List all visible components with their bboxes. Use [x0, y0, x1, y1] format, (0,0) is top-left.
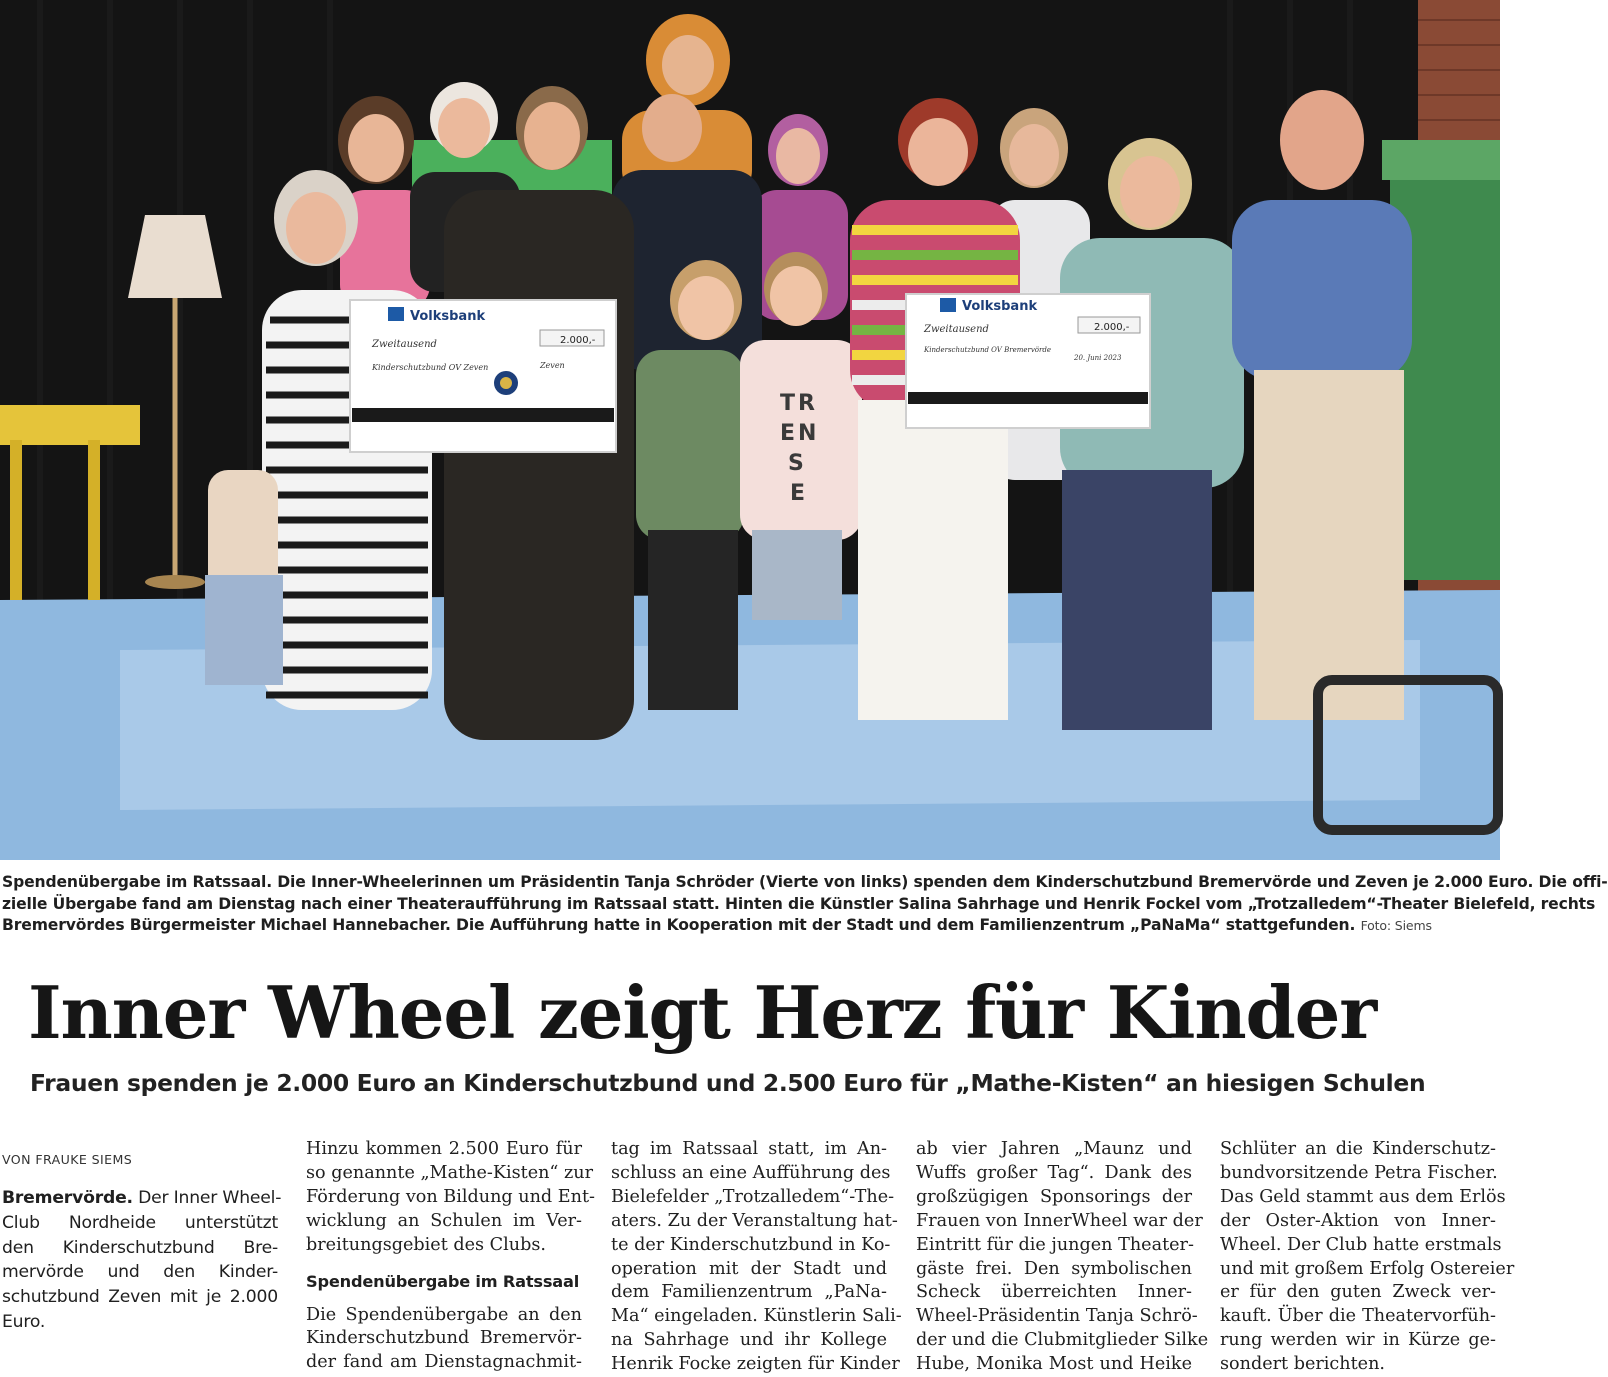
- caption-line: zielle Übergabe fand am Dienstag nach einer Theateraufführung im Ratssaal statt. Hinten die Künstler Salina Sahrhage und Henrik Fockel vom „Trotzalledem“-Theater Bielefeld, rechts: [2, 894, 1596, 913]
- article-column-3: [611, 1138, 902, 1377]
- photo-credit: Foto: Siems: [1360, 918, 1432, 933]
- shirt-letter: S: [788, 451, 804, 476]
- article-column-2: [306, 1138, 595, 1375]
- cheque-right-date: 20. Juni 2023: [1074, 354, 1122, 362]
- article-line: Ma“ eingeladen. Künstlerin Sali-: [611, 1306, 902, 1327]
- article-line: großzügigen Sponsorings der: [916, 1186, 1192, 1207]
- article-line: ab vier Jahren „Maunz und: [916, 1139, 1192, 1159]
- cheque-left-words: Zweitausend: [372, 339, 437, 350]
- photo-caption: [2, 872, 1608, 937]
- cheque-left-amount: 2.000,-: [560, 335, 596, 346]
- article-line: Hinzu kommen 2.500 Euro für: [306, 1139, 582, 1159]
- article-line: rung werden wir in Kürze ge-: [1220, 1330, 1496, 1351]
- article-line: er für den guten Zweck ver-: [1220, 1282, 1496, 1303]
- cheque-left-bank: Volksbank: [410, 309, 486, 324]
- article-line: und mit großem Erfolg Ostereier: [1220, 1258, 1515, 1279]
- article-line: Scheck überreichten Inner-: [916, 1282, 1192, 1303]
- shirt-letter: R: [798, 391, 815, 416]
- article-headline: Inner Wheel zeigt Herz für Kinder: [28, 970, 1376, 1055]
- article-line: breitungsgebiet des Clubs.: [306, 1234, 546, 1255]
- article-line: tag im Ratssaal statt, im An-: [611, 1139, 887, 1159]
- article-line: Schlüter an die Kinderschutz-: [1220, 1139, 1496, 1159]
- article-line: Wuffs großer Tag“. Dank des: [916, 1162, 1192, 1183]
- article-line: gäste frei. Den symbolischen: [916, 1258, 1192, 1279]
- article-line: Henrik Focke zeigten für Kinder: [611, 1354, 900, 1375]
- article-line: Hube, Monika Most und Heike: [916, 1354, 1192, 1375]
- cheque-right-amount: 2.000,-: [1094, 322, 1130, 333]
- article-line: [2, 1186, 282, 1211]
- cheque-left: [350, 300, 616, 452]
- dateline: Bremervörde.: [2, 1187, 133, 1208]
- article-line: te der Kinderschutzbund in Ko-: [611, 1234, 891, 1255]
- article-line: schutzbund Zeven mit je 2.000: [2, 1287, 278, 1308]
- cheque-left-place: Zeven: [540, 361, 565, 370]
- shirt-letter: N: [798, 421, 817, 446]
- article-line: mervörde und den Kinder-: [2, 1262, 278, 1283]
- article-line: Wheel-Präsidentin Tanja Schrö-: [916, 1306, 1198, 1327]
- article-line: Wheel. Der Club hatte erstmals: [1220, 1234, 1502, 1255]
- article-line: Kinderschutzbund Bremervör-: [306, 1328, 582, 1349]
- article-line: den Kinderschutzbund Bre-: [2, 1237, 278, 1258]
- article-subheadline: Frauen spenden je 2.000 Euro an Kinderschutzbund und 2.500 Euro für „Mathe-Kisten“ an hiesigen Schulen: [30, 1069, 1426, 1097]
- cheque-right-words: Zweitausend: [924, 324, 989, 335]
- shirt-letter: E: [780, 421, 796, 446]
- cheque-right: [906, 294, 1150, 428]
- article-line: der fand am Dienstagnachmit-: [306, 1352, 582, 1373]
- article-line: Die Spendenübergabe an den: [306, 1304, 582, 1325]
- article-line: Euro.: [2, 1311, 46, 1332]
- article-line: Eintritt für die jungen Theater-: [916, 1234, 1194, 1255]
- article-line: Förderung von Bildung und Ent-: [306, 1186, 595, 1207]
- article-line: so genannte „Mathe-Kisten“ zur: [306, 1162, 594, 1183]
- article-line: bundvorsitzende Petra Fischer.: [1220, 1162, 1498, 1183]
- caption-line: Spendenübergabe im Ratssaal. Die Inner-Wheelerinnen um Präsidentin Tanja Schröder (Vierte von links) spenden dem Kinderschutzbund Bremervörde und Zeven je 2.000 Euro. Die offi-: [2, 873, 1608, 891]
- article-line: der Oster-Aktion von Inner-: [1220, 1210, 1496, 1231]
- article-line: aters. Zu der Veranstaltung hat-: [611, 1210, 898, 1231]
- article-line: dem Familienzentrum „PaNa-: [611, 1282, 887, 1303]
- article-line: wicklung an Schulen im Ver-: [306, 1210, 582, 1231]
- section-subhead: Spendenübergabe im Ratssaal: [306, 1271, 580, 1291]
- article-line: sondert berichten.: [1220, 1354, 1386, 1375]
- article-column-1: [2, 1148, 282, 1335]
- article-line: schluss an eine Aufführung des: [611, 1162, 891, 1183]
- caption-line-last: [2, 915, 1496, 937]
- article-line: Club Nordheide unterstützt: [2, 1212, 278, 1233]
- article-text: Der Inner Wheel-: [132, 1187, 282, 1208]
- shirt-letter: T: [780, 391, 796, 416]
- cheque-left-recipient: Kinderschutzbund OV Zeven: [372, 363, 489, 372]
- shirt-letter: E: [790, 481, 806, 506]
- article-line: Frauen von InnerWheel war der: [916, 1210, 1203, 1231]
- article-column-5: [1220, 1138, 1515, 1377]
- article-line: der und die Clubmitglieder Silke: [916, 1330, 1209, 1351]
- cheque-right-recipient: Kinderschutzbund OV Bremervörde: [924, 346, 1051, 354]
- article-line: Das Geld stammt aus dem Erlös: [1220, 1186, 1506, 1207]
- article-line: Bielefelder „Trotzalledem“-The-: [611, 1186, 895, 1207]
- caption-text: Bremervördes Bürgermeister Michael Hannebacher. Die Aufführung hatte in Kooperation mit der Stadt und dem Familienzentrum „PaNaMa“ stattgefunden.: [2, 916, 1356, 934]
- article-line: operation mit der Stadt und: [611, 1258, 887, 1279]
- cheque-right-bank: Volksbank: [962, 299, 1038, 314]
- byline: VON FRAUKE SIEMS: [2, 1152, 133, 1167]
- article-line: kauft. Über die Theatervorfüh-: [1220, 1306, 1496, 1327]
- article-line: na Sahrhage und ihr Kollege: [611, 1330, 887, 1351]
- article-column-4: [916, 1138, 1209, 1377]
